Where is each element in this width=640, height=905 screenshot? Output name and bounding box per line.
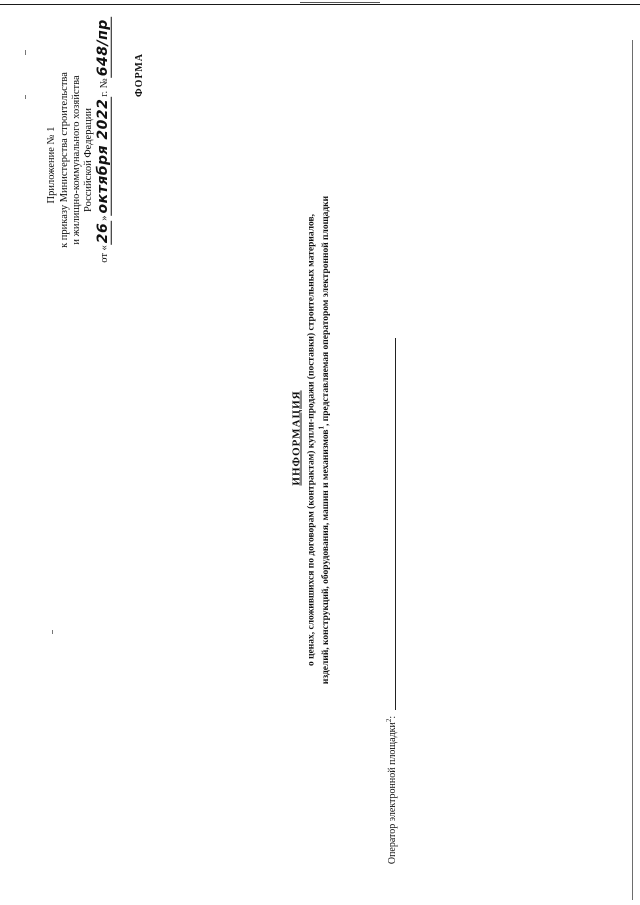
top-scan-mark (300, 2, 380, 3)
operator-field-label (386, 716, 398, 864)
appendix-order-line-2: и жилищно-коммунального хозяйства (70, 75, 82, 245)
scan-speck (52, 630, 53, 634)
appendix-label: Приложение № 1 (45, 126, 57, 204)
order-prefix: от « (98, 245, 110, 263)
order-mid: » (98, 215, 110, 221)
footnote-marker-2: 2 (384, 718, 393, 723)
subtitle-main: изделий, конструкций, оборудования, машин и механизмов (320, 429, 331, 685)
document-title: ИНФОРМАЦИЯ (290, 390, 303, 486)
scan-speck (25, 95, 26, 99)
appendix-order-line-3: Российской Федерации (82, 108, 94, 212)
order-number-handwritten: 648/пр (94, 19, 111, 77)
subtitle-tail: , представляемая оператором электронной площадки (320, 195, 331, 427)
right-scan-edge (632, 40, 633, 900)
operator-label-colon: : (387, 715, 399, 719)
document-subtitle-line-1: о ценах, сложившихся по договорам (контрактам) купли-продажи (поставки) строительных материалов, (306, 213, 317, 667)
order-day-handwritten: 26 (94, 222, 111, 244)
operator-fill-line (395, 338, 396, 710)
form-label: ФОРМА (134, 52, 145, 98)
operator-label-text: Оператор электронной площадки (387, 722, 399, 865)
document-subtitle-line-2 (319, 196, 332, 684)
scan-speck (25, 50, 26, 55)
order-year-suffix: г. № (98, 78, 110, 97)
order-date-handwritten: октября 2022 (94, 98, 111, 214)
top-scan-border (0, 4, 640, 5)
appendix-order-line-1: к приказу Министерства строительства (58, 72, 70, 248)
footnote-marker-1: 1 (317, 426, 326, 430)
order-date-number (96, 17, 111, 263)
